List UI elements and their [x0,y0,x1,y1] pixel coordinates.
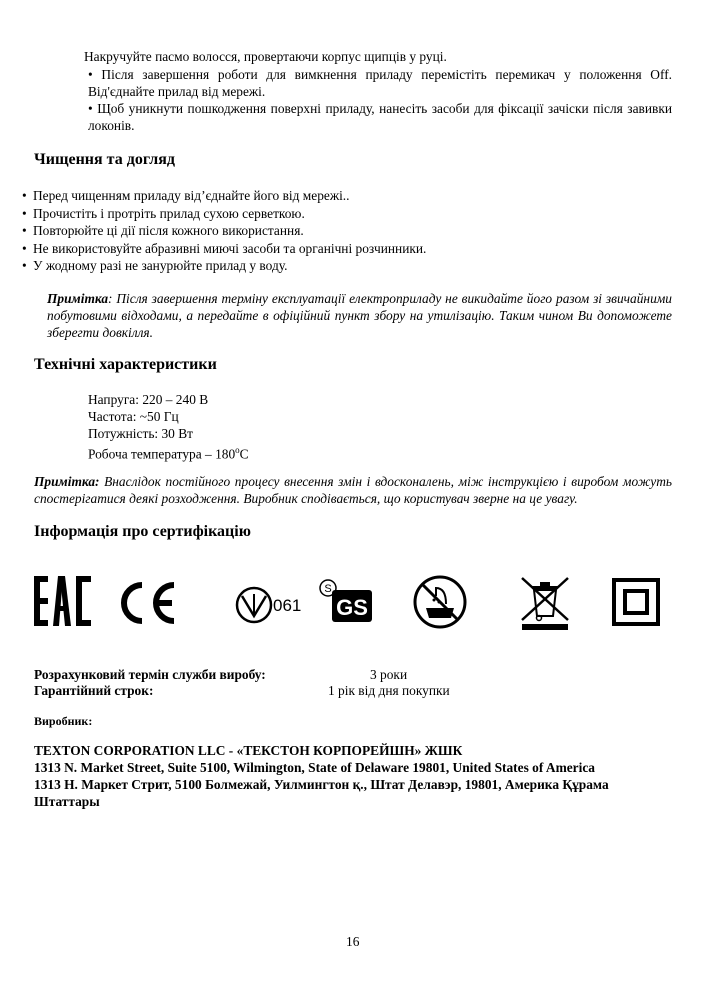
bullet-icon: • [22,223,27,238]
note-label: Примітка [47,291,109,306]
intro-bullet-1 [88,66,672,100]
bullet-icon: • [22,241,27,256]
note-text: : Після завершення терміну експлуатації електроприладу не викидайте його разом зі звичайними побутовими відходами, а передайте в офіційний пункт збору на утилізацію. Таким чином Ви допоможете зберегти довкілля. [47,291,672,340]
list-item: • Перед чищенням приладу від’єднайте його від мережі.. [22,188,350,203]
class-ii-insulation-icon [612,578,660,630]
cleaning-note [47,290,672,341]
intro-bullet-2-text: Щоб уникнути пошкодження поверхні приладу, нанесіть засоби для фіксації зачіски після завивки локонів. [88,101,672,133]
bullet-icon: • [88,101,93,116]
no-water-immersion-icon [412,574,468,634]
list-item: • Прочистіть і протріть прилад сухою серветкою. [22,206,305,221]
list-item: • Не використовуйте абразивні миючі засоби та органічні розчинники. [22,241,427,256]
bullet-icon: • [22,258,27,273]
page-number: 16 [346,934,360,949]
manufacturer-label: Виробник: [34,714,93,728]
weee-bin-icon [518,574,572,636]
gs-mark-icon [318,578,376,630]
svg-text:S: S [324,583,332,595]
ukraine-code: 061 [273,596,302,615]
certification-title: Інформація про сертифікацію [34,523,251,540]
manufacturer-address-en: 1313 N. Market Street, Suite 5100, Wilmington, State of Delaware 19801, United States of America [34,760,595,775]
specs-note [34,473,672,507]
intro-bullet-2 [88,100,672,134]
bullet-icon: • [88,67,93,82]
list-item: • Повторюйте ці дії після кожного використання. [22,223,304,238]
spec-power: Потужність: 30 Вт [88,426,194,441]
eac-mark-icon [34,576,92,630]
svg-text:GS: GS [336,595,368,620]
warranty-value: 1 рік від дня покупки [328,683,450,698]
service-life-value: 3 роки [370,667,408,682]
manufacturer-address-kz: 1313 Н. Маркет Стрит, 5100 Болмежай, Уилмингтон қ., Штат Делавэр, 19801, Америка Құрама Штаттары [34,777,609,809]
bullet-icon: • [22,188,27,203]
warranty-label: Гарантійний строк: [34,683,154,698]
ce-mark-icon [118,580,180,630]
service-life-label: Розрахунковий термін служби виробу: [34,667,266,682]
note-label: Примітка: [34,474,100,489]
note-text: Внаслідок постійного процесу внесення змін і вдосконалень, між інструкцією і виробом можуть спостерігатися деякі розходження. Виробник сподівається, що користувач зверне на це увагу. [34,474,672,506]
intro-text: Накручуйте пасмо волосся, провертаючи корпус щипців у руці. [84,49,447,64]
manufacturer-name: TEXTON CORPORATION LLC - «ТЕКСТОН КОРПОРЕЙШН» ЖШК [34,743,463,758]
cleaning-title: Чищення та догляд [34,151,175,168]
spec-temperature: Робоча температура – $180^оС$ [88,445,249,462]
intro-bullet-1-text: Після завершення роботи для вимкнення приладу перемістіть перемикач у положення Off. Від'єднайте прилад від мережі. [88,67,673,99]
spec-voltage: Напруга: 220 – 240 В [88,392,209,407]
spec-frequency: Частота: ~50 Гц [88,409,179,424]
specs-title: Технічні характеристики [34,356,217,373]
bullet-icon: • [22,206,27,221]
list-item: • У жодному разі не занурюйте прилад у воду. [22,258,288,273]
